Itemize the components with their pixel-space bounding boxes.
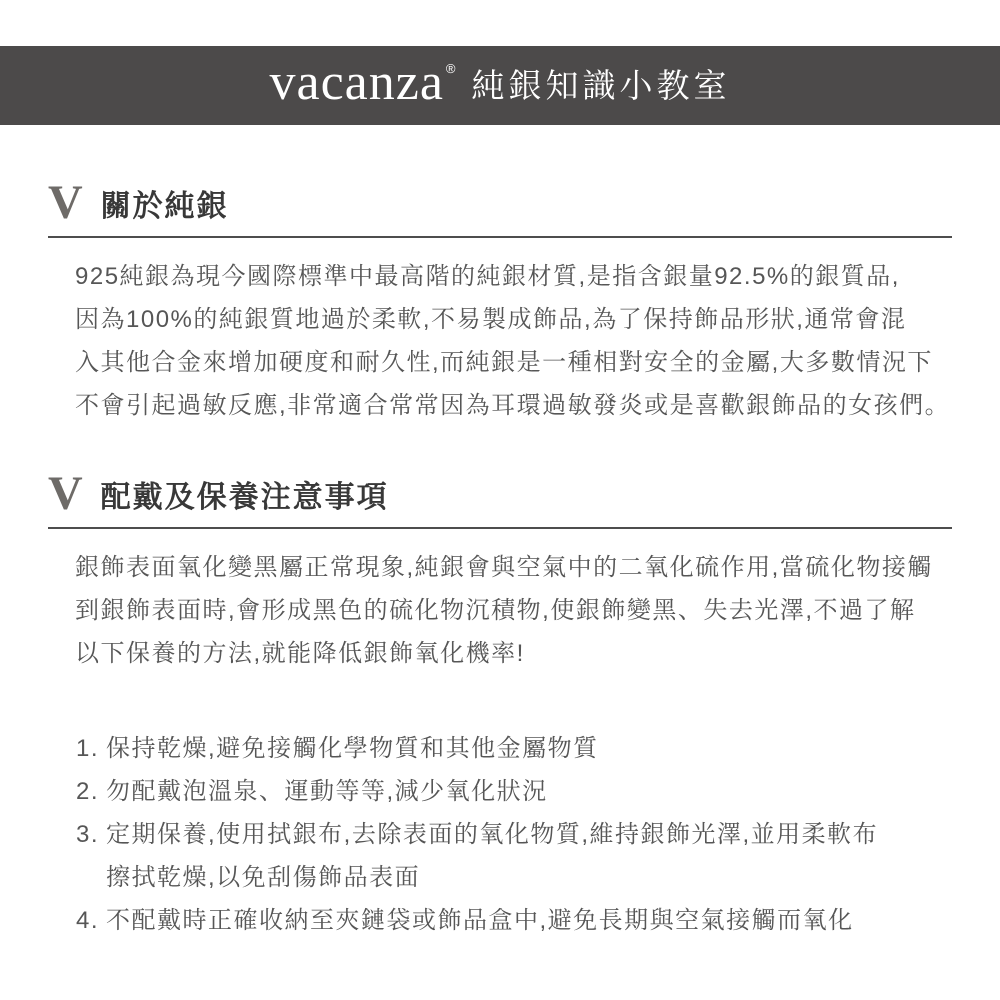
list-item-number: 4.	[76, 907, 100, 934]
list-item	[76, 813, 952, 899]
registered-trademark-icon: ®	[445, 61, 456, 77]
brand-logo	[269, 54, 456, 112]
section-divider	[48, 527, 952, 529]
section-title-care-instructions: 配戴及保養注意事項	[100, 481, 389, 514]
section-divider	[48, 236, 952, 238]
list-item-number: 3.	[76, 821, 100, 848]
list-item-number: 2.	[76, 778, 100, 805]
paragraph-line: 銀飾表面氧化變黑屬正常現象,純銀會與空氣中的二氧化硫作用,當硫化物接觸	[75, 554, 933, 581]
list-item-text: 保持乾燥,避免接觸化學物質和其他金屬物質	[106, 735, 599, 762]
paragraph-line: 925純銀為現今國際標準中最高階的純銀材質,是指含銀量92.5%的銀質品,	[75, 263, 900, 290]
list-item-line: 定期保養,使用拭銀布,去除表面的氧化物質,維持銀飾光澤,並用柔軟布	[106, 821, 879, 848]
content-area	[0, 176, 1000, 942]
paragraph-line: 入其他合金來增加硬度和耐久性,而純銀是一種相對安全的金屬,大多數情況下	[75, 349, 933, 376]
section-title-about-silver: 關於純銀	[100, 190, 229, 223]
brand-v-mark-icon: V	[48, 467, 83, 520]
paragraph-line: 以下保養的方法,就能降低銀飾氧化機率!	[75, 640, 525, 667]
list-item-number: 1.	[76, 735, 100, 762]
care-instructions-list	[76, 727, 952, 942]
list-item-text: 不配戴時正確收納至夾鏈袋或飾品盒中,避免長期與空氣接觸而氧化	[106, 907, 854, 934]
care-intro-paragraph	[75, 546, 937, 675]
list-item	[76, 899, 952, 942]
section-header-care-instructions	[48, 467, 952, 520]
brand-v-mark-icon: V	[48, 176, 83, 229]
brand-logo-text: vacanza	[269, 54, 444, 112]
list-item-text	[106, 813, 878, 899]
header-banner	[0, 46, 1000, 125]
about-silver-paragraph	[75, 255, 951, 427]
paragraph-line: 因為100%的純銀質地過於柔軟,不易製成飾品,為了保持飾品形狀,通常會混	[75, 306, 907, 333]
list-item-text: 勿配戴泡溫泉、運動等等,減少氧化狀況	[106, 778, 548, 805]
paragraph-line: 到銀飾表面時,會形成黑色的硫化物沉積物,使銀飾變黑、失去光澤,不過了解	[75, 597, 916, 624]
section-header-about-silver	[48, 176, 952, 229]
list-item	[76, 770, 952, 813]
header-title: 純銀知識小教室	[471, 67, 731, 104]
list-item-line: 擦拭乾燥,以免刮傷飾品表面	[106, 864, 421, 891]
paragraph-line: 不會引起過敏反應,非常適合常常因為耳環過敏發炎或是喜歡銀飾品的女孩們。	[75, 392, 951, 419]
list-item	[76, 727, 952, 770]
